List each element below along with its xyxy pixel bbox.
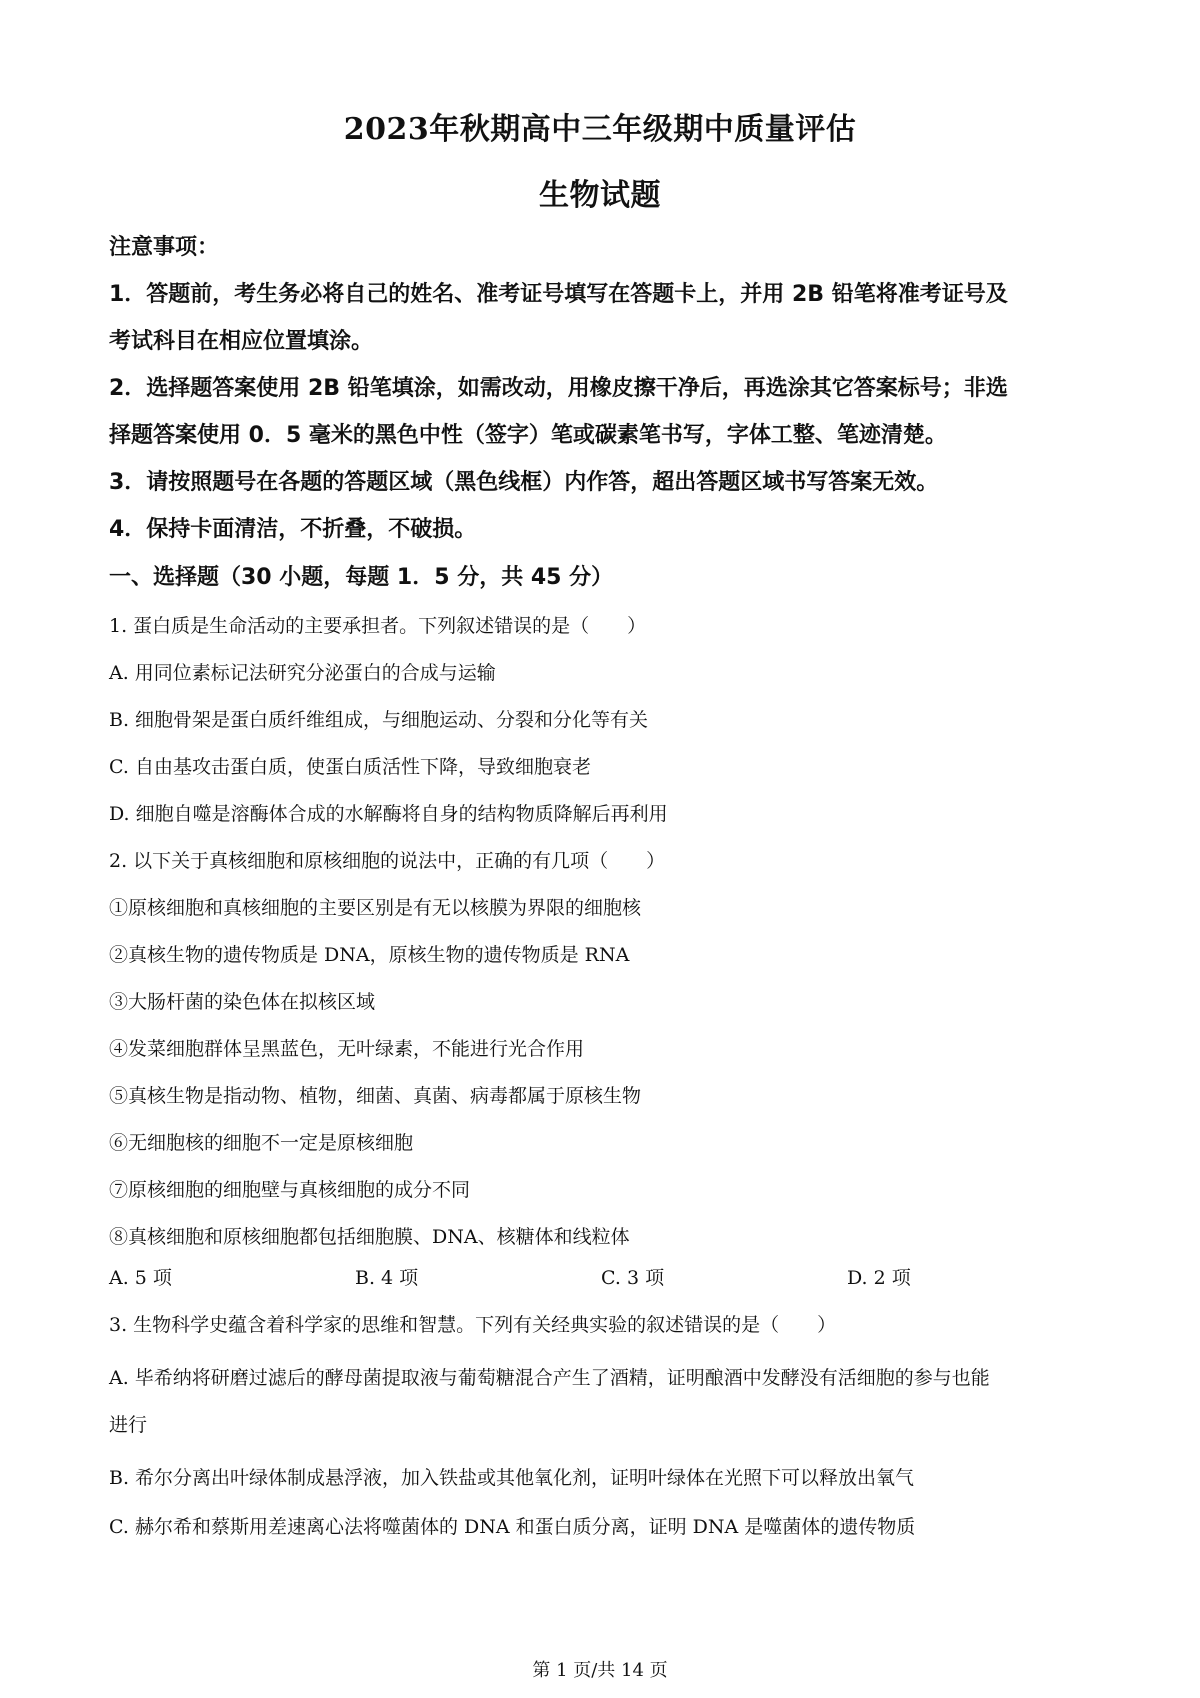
statement-item: ⑦原核细胞的细胞壁与真核细胞的成分不同: [109, 1179, 471, 1201]
answer-option: D. 细胞自噬是溶酶体合成的水解酶将自身的结构物质降解后再利用: [109, 803, 668, 825]
statement-item: ③大肠杆菌的染色体在拟核区域: [109, 991, 376, 1013]
answer-option: D. 2 项: [847, 1267, 911, 1289]
answer-option-continued: 进行: [109, 1414, 148, 1436]
answer-options-row: [109, 1263, 1109, 1293]
statement-item: ①原核细胞和真核细胞的主要区别是有无以核膜为界限的细胞核: [109, 897, 642, 919]
statement-item: ④发菜细胞群体呈黑蓝色，无叶绿素，不能进行光合作用: [109, 1038, 585, 1060]
notice-line: 4．保持卡面清洁，不折叠，不破损。: [109, 517, 477, 542]
answer-option: B. 细胞骨架是蛋白质纤维组成，与细胞运动、分裂和分化等有关: [109, 709, 649, 731]
notice-line: 考试科目在相应位置填涂。: [109, 329, 374, 354]
statement-item: ⑤真核生物是指动物、植物，细菌、真菌、病毒都属于原核生物: [109, 1085, 642, 1107]
notice-line: 1．答题前，考生务必将自己的姓名、准考证号填写在答题卡上，并用 2B 铅笔将准考证号及: [109, 282, 1008, 307]
question-stem: 1. 蛋白质是生命活动的主要承担者。下列叙述错误的是（ ）: [109, 615, 647, 637]
answer-option: C. 自由基攻击蛋白质，使蛋白质活性下降，导致细胞衰老: [109, 756, 591, 778]
statement-item: ⑥无细胞核的细胞不一定是原核细胞: [109, 1132, 414, 1154]
answer-option: A. 用同位素标记法研究分泌蛋白的合成与运输: [109, 662, 496, 684]
notice-line: 择题答案使用 0．5 毫米的黑色中性（签字）笔或碳素笔书写，字体工整、笔迹清楚。: [109, 423, 947, 448]
answer-option: B. 希尔分离出叶绿体制成悬浮液，加入铁盐或其他氧化剂，证明叶绿体在光照下可以释放出氧气: [109, 1467, 915, 1489]
statement-item: ⑧真核细胞和原核细胞都包括细胞膜、DNA、核糖体和线粒体: [109, 1226, 630, 1248]
answer-option: C. 赫尔希和蔡斯用差速离心法将噬菌体的 DNA 和蛋白质分离，证明 DNA 是噬菌体的遗传物质: [109, 1516, 916, 1538]
statement-item: ②真核生物的遗传物质是 DNA，原核生物的遗传物质是 RNA: [109, 944, 630, 966]
question-stem: 2. 以下关于真核细胞和原核细胞的说法中，正确的有几项（ ）: [109, 850, 666, 872]
page-number: 第 1 页/共 14 页: [532, 1660, 668, 1681]
exam-title: 2023年秋期高中三年级期中质量评估: [343, 112, 857, 147]
answer-option: A. 5 项: [109, 1267, 172, 1289]
section-heading: 一、选择题（30 小题，每题 1．5 分，共 45 分）: [109, 565, 614, 590]
answer-option: A. 毕希纳将研磨过滤后的酵母菌提取液与葡萄糖混合产生了酒精，证明酿酒中发酵没有活细胞的参与也能: [109, 1367, 990, 1389]
exam-subject: 生物试题: [539, 178, 661, 213]
notice-line: 2．选择题答案使用 2B 铅笔填涂，如需改动，用橡皮擦干净后，再选涂其它答案标号；非选: [109, 376, 1008, 401]
notice-heading: 注意事项：: [109, 235, 220, 260]
notice-line: 3．请按照题号在各题的答题区域（黑色线框）内作答，超出答题区域书写答案无效。: [109, 470, 939, 495]
answer-option: B. 4 项: [355, 1267, 419, 1289]
question-stem: 3. 生物科学史蕴含着科学家的思维和智慧。下列有关经典实验的叙述错误的是（ ）: [109, 1314, 837, 1336]
answer-option: C. 3 项: [601, 1267, 665, 1289]
